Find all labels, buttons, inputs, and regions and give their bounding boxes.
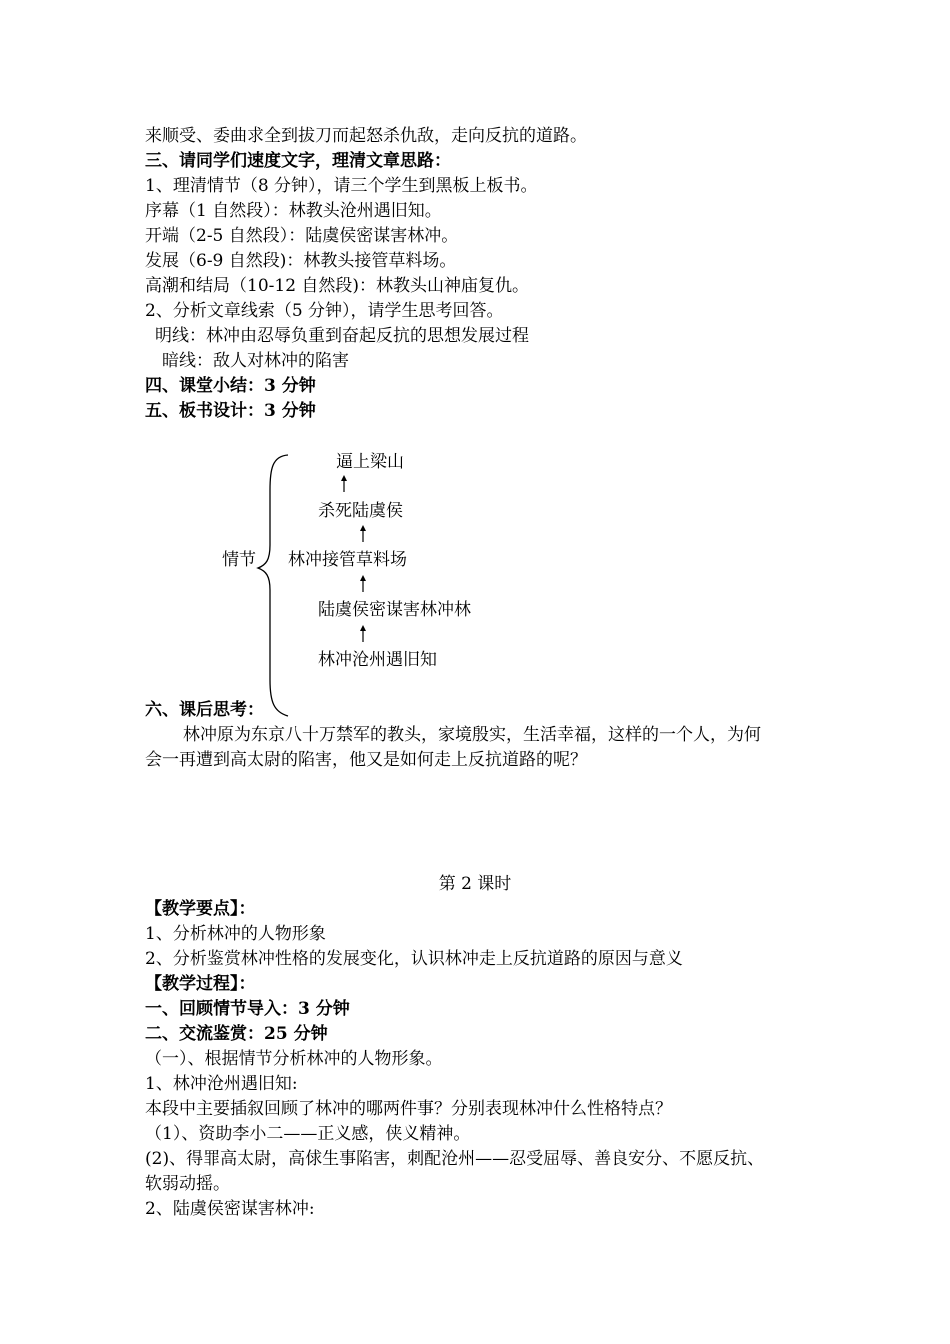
paragraph-line: 林冲原为东京八十万禁军的教头，家境殷实，生活幸福，这样的一个人，为何: [183, 725, 761, 745]
section-heading-3: 三、请同学们速度文字，理清文章思路：: [145, 151, 451, 171]
text-line: （一）、根据情节分析林冲的人物形象。: [145, 1049, 443, 1069]
diagram-label: 情节: [222, 550, 256, 570]
text-line: 来顺受、委曲求全到拔刀而起怒杀仇敌，走向反抗的道路。: [145, 126, 587, 146]
text-line: 2、分析鉴赏林冲性格的发展变化，认识林冲走上反抗道路的原因与意义: [145, 949, 683, 969]
arrow-up-icon: [357, 525, 369, 543]
text-line: 发展（6-9 自然段)：林教头接管草料场。: [145, 251, 457, 271]
arrow-up-icon: [357, 625, 369, 643]
text-line: 明线：林冲由忍辱负重到奋起反抗的思想发展过程: [155, 326, 529, 346]
section-heading-4: 四、课堂小结：3 分钟: [145, 376, 316, 396]
paragraph-line: 会一再遭到高太尉的陷害，他又是如何走上反抗道路的呢？: [145, 750, 587, 770]
text-line: 2、分析文章线索（5 分钟），请学生思考回答。: [145, 301, 504, 321]
text-line: 1、分析林冲的人物形象: [145, 924, 326, 944]
text-line: （1）、资助李小二——正义感，侠义精神。: [145, 1124, 471, 1144]
teaching-process-heading: 【教学过程】：: [145, 974, 256, 994]
diagram-step: 林冲接管草料场: [288, 550, 407, 570]
section-heading-6: 六、课后思考：: [145, 700, 264, 720]
lesson-title: 第 2 课时: [438, 874, 512, 894]
diagram-step: 陆虞侯密谋害林冲林: [318, 600, 471, 620]
text-line: 1、理清情节（8 分钟），请三个学生到黑板上板书。: [145, 176, 538, 196]
text-line: 1、林冲沧州遇旧知:: [145, 1074, 298, 1094]
text-line: (2)、得罪高太尉，高俅生事陷害，刺配沧州——忍受屈辱、善良安分、不愿反抗、: [145, 1149, 765, 1169]
arrow-up-icon: [357, 575, 369, 593]
text-line: 2、陆虞侯密谋害林冲:: [145, 1199, 315, 1219]
section-heading: 二、交流鉴赏：25 分钟: [145, 1024, 328, 1044]
arrow-up-icon: [338, 475, 350, 493]
text-line: 高潮和结局（10-12 自然段)：林教头山神庙复仇。: [145, 276, 530, 296]
diagram-step: 杀死陆虞侯: [318, 501, 403, 521]
text-line: 开端（2-5 自然段）：陆虞侯密谋害林冲。: [145, 226, 459, 246]
text-line: 暗线：敌人对林冲的陷害: [162, 351, 349, 371]
teaching-points-heading: 【教学要点】：: [145, 899, 256, 919]
section-heading: 一、回顾情节导入：3 分钟: [145, 999, 350, 1019]
text-line: 序幕（1 自然段）：林教头沧州遇旧知。: [145, 201, 442, 221]
section-heading-5: 五、板书设计：3 分钟: [145, 401, 316, 421]
diagram-step: 林冲沧州遇旧知: [318, 650, 437, 670]
diagram-step: 逼上梁山: [336, 452, 404, 472]
text-line: 软弱动摇。: [145, 1174, 230, 1194]
text-line: 本段中主要插叙回顾了林冲的哪两件事？分别表现林冲什么性格特点？: [145, 1099, 672, 1119]
